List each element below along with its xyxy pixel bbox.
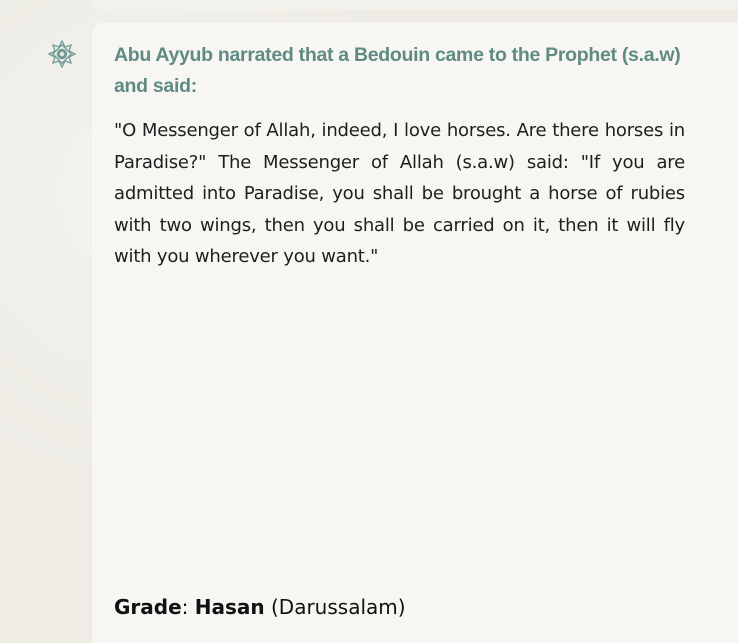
grade-label: Grade bbox=[114, 595, 182, 619]
hadith-text: "O Messenger of Allah, indeed, I love horses. Are there horses in Paradise?" The Messenger of Allah (s.a.w) said: "If you are admitted into Paradise, you shall be brought a horse of rubies with two wings, then you shall be carried on it, then it will fly with you wherever you want." bbox=[114, 120, 685, 267]
grade-separator: : bbox=[181, 595, 195, 619]
grade-source: (Darussalam) bbox=[264, 595, 406, 619]
previous-hadith-card bbox=[92, 0, 738, 10]
ornament-star-icon bbox=[46, 38, 78, 70]
grade-value: Hasan bbox=[194, 595, 265, 619]
hadith-grade bbox=[114, 592, 406, 622]
hadith-narrator: Abu Ayyub narrated that a Bedouin came to the Prophet (s.a.w) and said: bbox=[114, 44, 681, 97]
